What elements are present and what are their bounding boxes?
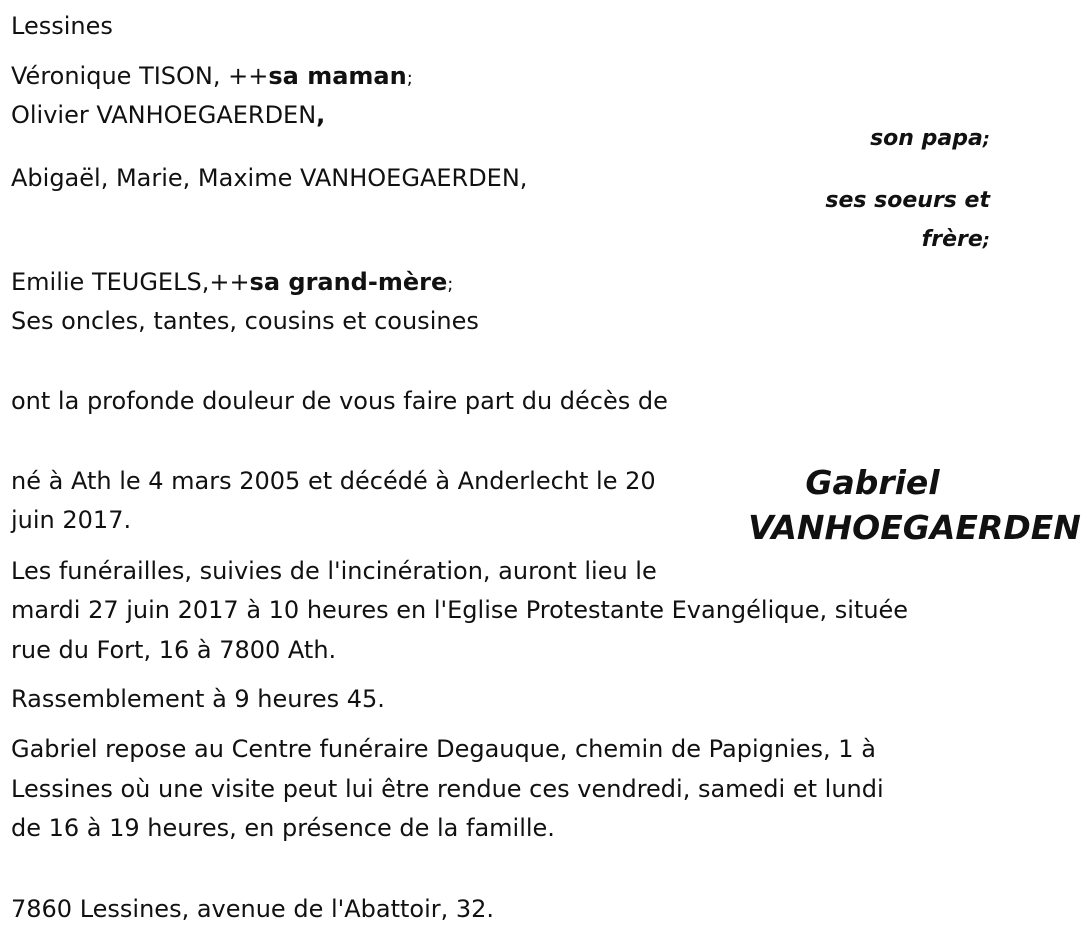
grandmother-punct: ;: [447, 274, 454, 295]
city-header: Lessines: [11, 12, 113, 40]
mother-line: [11, 56, 413, 99]
funeral-line-1: Les funérailles, suivies de l'incinération, auront lieu le: [11, 557, 657, 585]
repose-line-2: Lessines où une visite peut lui être rendue ces vendredi, samedi et lundi: [11, 775, 884, 803]
mother-name: Véronique TISON, ++: [11, 62, 269, 90]
repose-line-3: de 16 à 19 heures, en présence de la famille.: [11, 814, 555, 842]
birth-death-line-1: né à Ath le 4 mars 2005 et décédé à Anderlecht le 20: [11, 467, 656, 495]
father-name: Olivier VANHOEGAERDEN: [11, 101, 317, 129]
grandmother-name: Emilie TEUGELS,++: [11, 268, 250, 296]
father-role: son papa;: [870, 126, 990, 151]
gathering-line: Rassemblement à 9 heures 45.: [11, 685, 385, 713]
funeral-line-2: mardi 27 juin 2017 à 10 heures en l'Eglise Protestante Evangélique, située: [11, 596, 909, 624]
address-line: 7860 Lessines, avenue de l'Abattoir, 32.: [11, 895, 495, 923]
father-comma: ,: [316, 101, 326, 129]
announcement: ont la profonde douleur de vous faire part du décès de: [11, 387, 668, 415]
siblings-role-2: frère;: [921, 227, 990, 252]
funeral-line-3: rue du Fort, 16 à 7800 Ath.: [11, 636, 337, 664]
others-line: Ses oncles, tantes, cousins et cousines: [11, 307, 479, 335]
mother-punct: ;: [406, 68, 413, 89]
birth-death-line-2: juin 2017.: [11, 506, 132, 534]
siblings-role-1: ses soeurs et: [825, 188, 990, 213]
mother-role: sa maman: [268, 62, 407, 90]
siblings-line: Abigaël, Marie, Maxime VANHOEGAERDEN,: [11, 164, 528, 192]
father-line: [11, 95, 325, 135]
grandmother-line: [11, 262, 453, 305]
deceased-last-name: VANHOEGAERDEN: [748, 508, 1081, 547]
repose-line-1: Gabriel repose au Centre funéraire Degauque, chemin de Papignies, 1 à: [11, 735, 876, 763]
deceased-first-name: Gabriel: [805, 463, 940, 502]
grandmother-role: sa grand-mère: [249, 268, 448, 296]
